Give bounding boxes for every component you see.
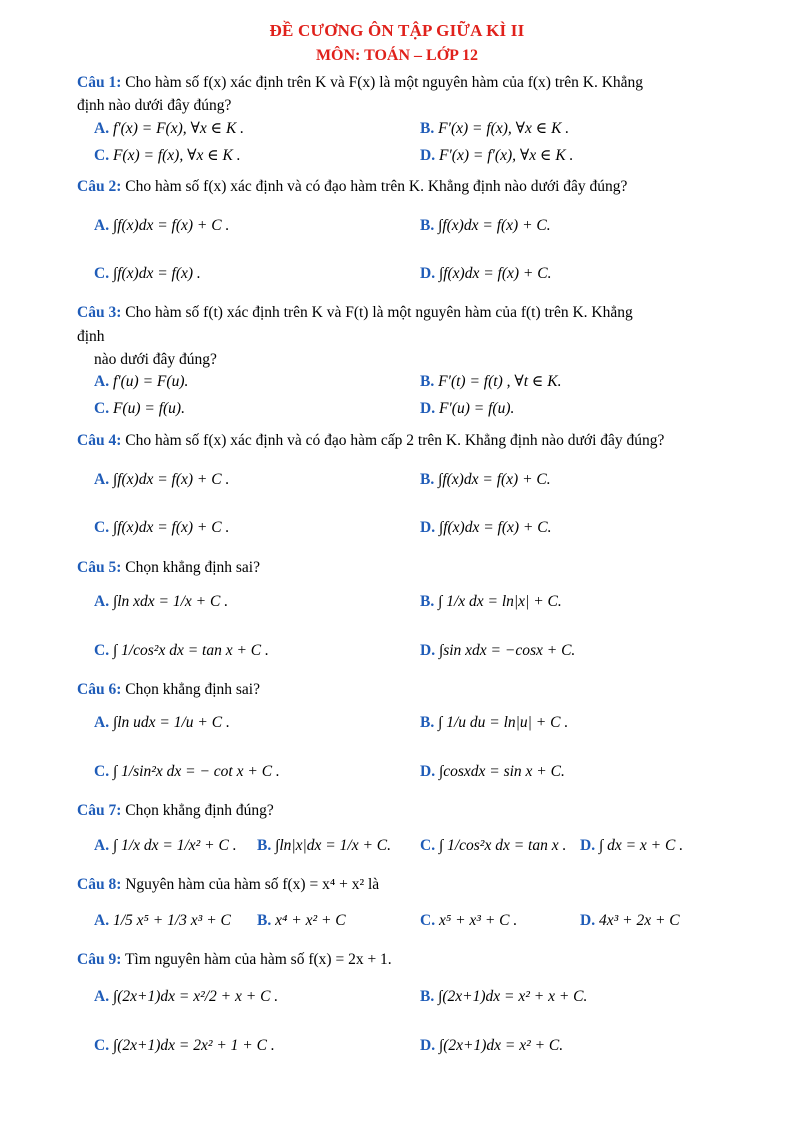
document-title: ĐỀ CƯƠNG ÔN TẬP GIỮA KÌ II [269,21,525,40]
question-5-option-c: C. ∫ 1/cos²x dx = tan x + C . [94,642,269,659]
question-4-label: Câu 4: [77,432,122,449]
question-5-text: Chọn khẳng định sai? [125,559,260,576]
question-1-option-a: A. f′(x) = F(x), ∀x ∈ K . [94,120,245,137]
question-2-option-b: B. ∫f(x)dx = f(x) + C. [420,217,551,234]
question-2-option-c: C. ∫f(x)dx = f(x) . [94,265,201,282]
question-7-option-c: C. ∫ 1/cos²x dx = tan x . [420,837,567,854]
question-6-label: Câu 6: [77,681,122,698]
question-6-option-b: B. ∫ 1/u du = ln|u| + C . [420,714,569,731]
question-8-option-a: A. 1/5 x⁵ + 1/3 x³ + C [94,912,231,929]
question-3-option-b: B. F′(t) = f(t) , ∀t ∈ K. [420,373,562,390]
question-7-option-a: A. ∫ 1/x dx = 1/x² + C . [94,837,237,854]
question-3-label: Câu 3: [77,304,122,321]
question-1-text: Cho hàm số f(x) xác định trên K và F(x) là một nguyên hàm của f(x) trên K. Khẳng [125,74,644,91]
question-7-option-d: D. ∫ dx = x + C . [580,837,684,854]
question-3-stem-line1 [77,303,633,323]
question-7-label: Câu 7: [77,802,122,819]
question-3-stem-line2: định [77,328,105,345]
question-2-label: Câu 2: [77,178,122,195]
question-5-option-d: D. ∫sin xdx = −cosx + C. [420,642,576,659]
question-3-stem-line3: nào dưới đây đúng? [94,351,217,368]
question-2-stem [77,177,627,197]
question-1-stem-line1 [77,73,643,93]
question-2-option-d: D. ∫f(x)dx = f(x) + C. [420,265,552,282]
question-3-option-a: A. f′(u) = F(u). [94,373,189,390]
question-3-option-d: D. F′(u) = f(u). [420,400,515,417]
question-4-text: Cho hàm số f(x) xác định và có đạo hàm cấp 2 trên K. Khẳng định nào dưới đây đúng? [125,432,665,449]
question-9-text: Tìm nguyên hàm của hàm số f(x) = 2x + 1. [124,951,392,968]
question-4-option-a: A. ∫f(x)dx = f(x) + C . [94,471,230,488]
question-1-label: Câu 1: [77,74,122,91]
question-9-label: Câu 9: [77,951,122,968]
question-4-option-b: B. ∫f(x)dx = f(x) + C. [420,471,551,488]
question-7-stem [77,801,274,821]
question-6-stem [77,680,260,700]
question-8-option-c: C. x⁵ + x³ + C . [420,912,518,929]
question-8-option-d: D. 4x³ + 2x + C [580,912,680,929]
question-9-option-a: A. ∫(2x+1)dx = x²/2 + x + C . [94,988,279,1005]
question-1-option-b: B. F′(x) = f(x), ∀x ∈ K . [420,120,570,137]
question-7-option-b: B. ∫ln|x|dx = 1/x + C. [257,837,391,854]
question-5-label: Câu 5: [77,559,122,576]
question-3-text: Cho hàm số f(t) xác định trên K và F(t) là một nguyên hàm của f(t) trên K. Khẳng [125,304,633,321]
question-8-option-b: B. x⁴ + x² + C [257,912,346,929]
question-3-option-c: C. F(u) = f(u). [94,400,185,417]
question-4-option-c: C. ∫f(x)dx = f(x) + C . [94,519,230,536]
question-6-text: Chọn khẳng định sai? [125,681,260,698]
question-8-label: Câu 8: [77,876,122,893]
question-5-option-b: B. ∫ 1/x dx = ln|x| + C. [420,593,562,610]
question-7-text: Chọn khẳng định đúng? [125,802,274,819]
question-5-stem [77,558,260,578]
question-9-stem [77,950,392,970]
document-subtitle: MÔN: TOÁN – LỚP 12 [315,47,479,64]
question-6-option-c: C. ∫ 1/sin²x dx = − cot x + C . [94,763,280,780]
question-8-text: Nguyên hàm của hàm số f(x) = x⁴ + x² là [125,876,380,893]
question-9-option-b: B. ∫(2x+1)dx = x² + x + C. [420,988,588,1005]
question-1-option-d: D. F′(x) = f′(x), ∀x ∈ K . [420,147,574,164]
question-9-option-c: C. ∫(2x+1)dx = 2x² + 1 + C . [94,1037,275,1054]
question-6-option-a: A. ∫ln udx = 1/u + C . [94,714,230,731]
question-6-option-d: D. ∫cosxdx = sin x + C. [420,763,565,780]
question-2-text: Cho hàm số f(x) xác định và có đạo hàm trên K. Khẳng định nào dưới đây đúng? [125,178,628,195]
question-1-stem-line2: định nào dưới đây đúng? [77,97,232,114]
question-1-option-c: C. F(x) = f(x), ∀x ∈ K . [94,147,241,164]
question-4-option-d: D. ∫f(x)dx = f(x) + C. [420,519,552,536]
question-9-option-d: D. ∫(2x+1)dx = x² + C. [420,1037,564,1054]
question-2-option-a: A. ∫f(x)dx = f(x) + C . [94,217,230,234]
question-5-option-a: A. ∫ln xdx = 1/x + C . [94,593,229,610]
question-4-stem [77,431,664,451]
question-8-stem [77,875,379,895]
